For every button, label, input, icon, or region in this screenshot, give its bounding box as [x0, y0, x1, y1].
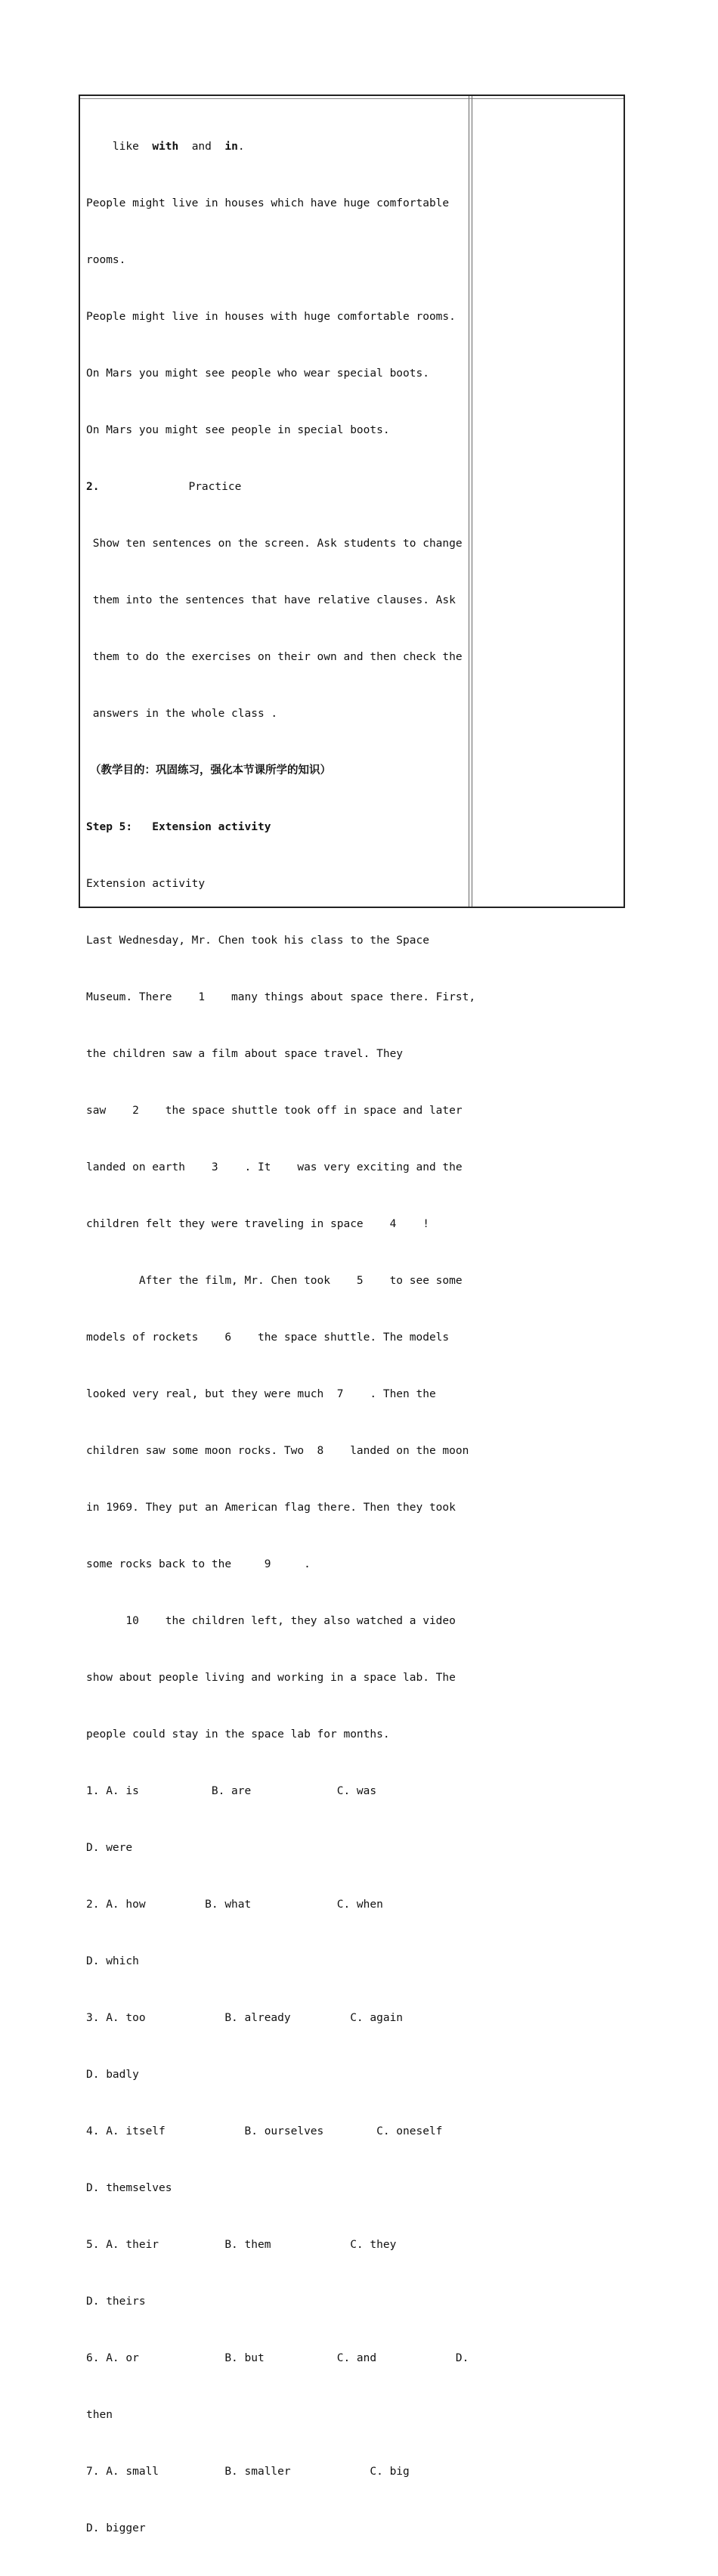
passage-line: Museum. There 1 many things about space there. First,	[86, 991, 476, 1003]
passage-line: in 1969. They put an American flag there. Then they took	[86, 1502, 456, 1514]
passage-line: 10 the children left, they also watched a video	[86, 1615, 456, 1627]
question-line: 1. A. is B. are C. was	[86, 1785, 377, 1797]
question-line: D. themselves	[86, 2182, 172, 2194]
passage-line: Last Wednesday, Mr. Chen took his class to the Space	[86, 935, 429, 947]
passage-line: After the film, Mr. Chen took 5 to see some	[86, 1275, 463, 1287]
lesson-content-cell	[80, 96, 476, 2534]
practice-heading: 2. Practice	[86, 481, 242, 493]
example-line: People might live in houses which have huge comfortable	[86, 197, 450, 209]
question-line: D. bigger	[86, 2522, 146, 2534]
passage-line: models of rockets 6 the space shuttle. The models	[86, 1331, 450, 1344]
question-line: D. were	[86, 1842, 133, 1854]
question-line: D. theirs	[86, 2295, 146, 2308]
question-line: 2. A. how B. what C. when	[86, 1899, 383, 1911]
question-line: D. badly	[86, 2069, 139, 2081]
passage-line: landed on earth 3 . It was very exciting and the	[86, 1161, 463, 1173]
passage-line: looked very real, but they were much 7 . Then the	[86, 1388, 436, 1400]
teaching-aim: （教学目的：巩固练习，强化本节课所学的知识）	[86, 764, 332, 777]
intro-line: like with and in.	[86, 141, 245, 153]
question-line: D. which	[86, 1955, 139, 1967]
practice-line: them to do the exercises on their own and then check the	[86, 651, 463, 663]
notes-cell	[472, 96, 624, 907]
practice-line: them into the sentences that have relative clauses. Ask	[86, 594, 456, 606]
keyword-with: with	[152, 141, 179, 153]
passage-line: the children saw a film about space travel. They	[86, 1048, 404, 1060]
question-line: 6. A. or B. but C. and D.	[86, 2352, 469, 2364]
passage-line: children saw some moon rocks. Two 8 landed on the moon	[86, 1445, 469, 1457]
step5-heading: Step 5: Extension activity	[86, 821, 271, 833]
keyword-in: in	[224, 141, 238, 153]
lesson-table	[79, 95, 625, 2534]
question-line: then	[86, 2409, 113, 2421]
passage-line: people could stay in the space lab for months.	[86, 1728, 390, 1741]
question-line: 7. A. small B. smaller C. big	[86, 2466, 410, 2478]
practice-line: Show ten sentences on the screen. Ask students to change	[86, 538, 463, 550]
example-line: rooms.	[86, 254, 126, 266]
lesson-content	[86, 100, 476, 2576]
question-line: 5. A. their B. them C. they	[86, 2239, 397, 2251]
example-line: On Mars you might see people who wear special boots.	[86, 367, 429, 380]
step5-subtitle: Extension activity	[86, 878, 206, 890]
passage-line: show about people living and working in a space lab. The	[86, 1672, 456, 1684]
question-line: 4. A. itself B. ourselves C. oneself	[86, 2125, 443, 2137]
question-line: 3. A. too B. already C. again	[86, 2012, 404, 2024]
example-line: On Mars you might see people in special boots.	[86, 424, 390, 436]
passage-line: saw 2 the space shuttle took off in space and later	[86, 1105, 463, 1117]
practice-line: answers in the whole class .	[86, 708, 278, 720]
passage-line: some rocks back to the 9 .	[86, 1558, 311, 1570]
passage-line: children felt they were traveling in space 4 !	[86, 1218, 429, 1230]
example-line: People might live in houses with huge comfortable rooms.	[86, 311, 456, 323]
